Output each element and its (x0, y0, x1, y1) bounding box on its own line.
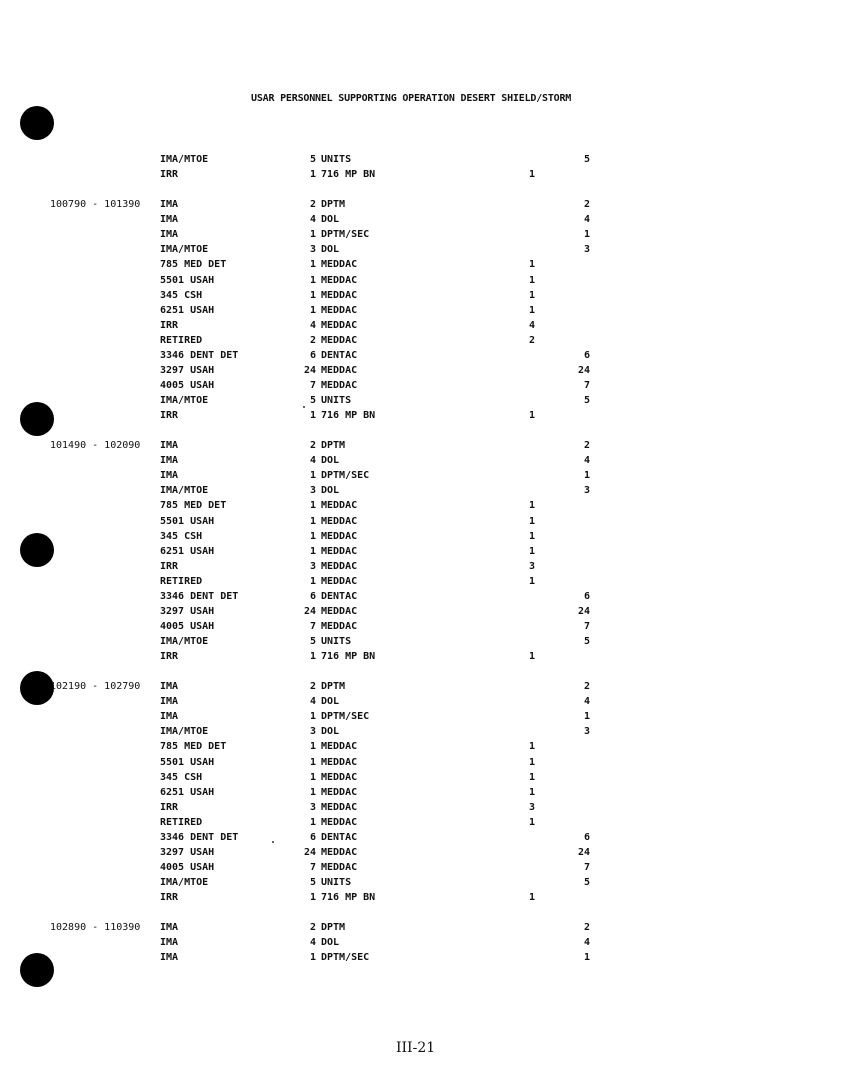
category-cell: IMA (160, 440, 179, 451)
organization-cell: DENTAC (321, 350, 358, 361)
table-row (0, 694, 850, 709)
quantity-cell: 5 (309, 877, 316, 888)
quantity-cell: 4 (309, 320, 316, 331)
organization-cell: MEDDAC (321, 741, 358, 752)
total-cell: 5 (583, 877, 590, 888)
organization-cell: MEDDAC (321, 516, 358, 527)
quantity-cell: 1 (309, 275, 316, 286)
subtotal-cell: 1 (528, 169, 535, 180)
table-row (0, 318, 850, 333)
total-cell: 7 (583, 621, 590, 632)
quantity-cell: 1 (309, 741, 316, 752)
table-row (0, 619, 850, 634)
total-cell: 7 (583, 380, 590, 391)
organization-cell: MEDDAC (321, 561, 358, 572)
total-cell: 2 (583, 440, 590, 451)
table-row (0, 845, 850, 860)
category-cell: RETIRED (160, 576, 203, 587)
organization-cell: DPTM/SEC (321, 229, 370, 240)
category-cell: IRR (160, 892, 179, 903)
category-cell: RETIRED (160, 817, 203, 828)
table-row (0, 468, 850, 483)
organization-cell: DOL (321, 214, 340, 225)
category-cell: 3346 DENT DET (160, 591, 239, 602)
quantity-cell: 5 (309, 395, 316, 406)
table-row (0, 544, 850, 559)
total-cell: 24 (577, 365, 590, 376)
quantity-cell: 1 (309, 787, 316, 798)
subtotal-cell: 1 (528, 259, 535, 270)
organization-cell: DPTM/SEC (321, 952, 370, 963)
subtotal-cell: 1 (528, 772, 535, 783)
organization-cell: MEDDAC (321, 546, 358, 557)
quantity-cell: 1 (309, 259, 316, 270)
quantity-cell: 5 (309, 636, 316, 647)
quantity-cell: 1 (309, 711, 316, 722)
table-row (0, 935, 850, 950)
date-range: 101490 - 102090 (50, 440, 141, 451)
total-cell: 1 (583, 711, 590, 722)
table-row (0, 649, 850, 664)
organization-cell: UNITS (321, 877, 352, 888)
quantity-cell: 4 (309, 696, 316, 707)
quantity-cell: 3 (309, 244, 316, 255)
table-row (0, 604, 850, 619)
subtotal-cell: 1 (528, 741, 535, 752)
category-cell: 3346 DENT DET (160, 350, 239, 361)
quantity-cell: 2 (309, 440, 316, 451)
table-row (0, 227, 850, 242)
organization-cell: MEDDAC (321, 290, 358, 301)
category-cell: IMA (160, 455, 179, 466)
date-range: 102890 - 110390 (50, 922, 141, 933)
category-cell: 5501 USAH (160, 275, 215, 286)
total-cell: 7 (583, 862, 590, 873)
total-cell: 6 (583, 350, 590, 361)
table-row (0, 920, 850, 935)
table-row (0, 830, 850, 845)
category-cell: IMA (160, 922, 179, 933)
category-cell: 4005 USAH (160, 621, 215, 632)
category-cell: 5501 USAH (160, 757, 215, 768)
organization-cell: MEDDAC (321, 259, 358, 270)
organization-cell: DOL (321, 937, 340, 948)
organization-cell: DENTAC (321, 832, 358, 843)
table-row (0, 438, 850, 453)
table-row (0, 453, 850, 468)
category-cell: IMA/MTOE (160, 244, 209, 255)
quantity-cell: 1 (309, 516, 316, 527)
table-row (0, 574, 850, 589)
organization-cell: MEDDAC (321, 772, 358, 783)
category-cell: IMA/MTOE (160, 395, 209, 406)
table-row (0, 770, 850, 785)
category-cell: IMA (160, 229, 179, 240)
organization-cell: DOL (321, 244, 340, 255)
table-row (0, 152, 850, 167)
organization-cell: UNITS (321, 395, 352, 406)
total-cell: 3 (583, 244, 590, 255)
quantity-cell: 24 (303, 365, 316, 376)
quantity-cell: 1 (309, 757, 316, 768)
total-cell: 5 (583, 395, 590, 406)
quantity-cell: 1 (309, 892, 316, 903)
category-cell: 785 MED DET (160, 500, 227, 511)
page-title: USAR PERSONNEL SUPPORTING OPERATION DESERT SHIELD/STORM (251, 93, 572, 104)
category-cell: IMA (160, 952, 179, 963)
table-row (0, 197, 850, 212)
quantity-cell: 7 (309, 862, 316, 873)
organization-cell: MEDDAC (321, 606, 358, 617)
table-row (0, 950, 850, 965)
total-cell: 3 (583, 485, 590, 496)
quantity-cell: 2 (309, 335, 316, 346)
table-row (0, 333, 850, 348)
organization-cell: MEDDAC (321, 576, 358, 587)
category-cell: IMA (160, 711, 179, 722)
organization-cell: UNITS (321, 636, 352, 647)
subtotal-cell: 1 (528, 305, 535, 316)
page-number: III-21 (396, 1040, 436, 1056)
quantity-cell: 1 (309, 290, 316, 301)
quantity-cell: 1 (309, 531, 316, 542)
quantity-cell: 3 (309, 561, 316, 572)
organization-cell: MEDDAC (321, 335, 358, 346)
table-row (0, 167, 850, 182)
category-cell: 5501 USAH (160, 516, 215, 527)
total-cell: 2 (583, 922, 590, 933)
organization-cell: MEDDAC (321, 275, 358, 286)
organization-cell: DOL (321, 455, 340, 466)
subtotal-cell: 1 (528, 290, 535, 301)
category-cell: IRR (160, 169, 179, 180)
quantity-cell: 1 (309, 500, 316, 511)
category-cell: 345 CSH (160, 772, 203, 783)
table-row (0, 529, 850, 544)
organization-cell: MEDDAC (321, 500, 358, 511)
table-row (0, 739, 850, 754)
organization-cell: MEDDAC (321, 621, 358, 632)
quantity-cell: 1 (309, 410, 316, 421)
category-cell: IMA/MTOE (160, 726, 209, 737)
quantity-cell: 1 (309, 576, 316, 587)
quantity-cell: 2 (309, 681, 316, 692)
table-row (0, 483, 850, 498)
table-row (0, 498, 850, 513)
category-cell: IMA (160, 681, 179, 692)
organization-cell: MEDDAC (321, 305, 358, 316)
organization-cell: MEDDAC (321, 365, 358, 376)
table-row (0, 800, 850, 815)
category-cell: 785 MED DET (160, 741, 227, 752)
quantity-cell: 1 (309, 305, 316, 316)
total-cell: 1 (583, 470, 590, 481)
table-row (0, 393, 850, 408)
organization-cell: 716 MP BN (321, 410, 376, 421)
category-cell: 3297 USAH (160, 606, 215, 617)
organization-cell: DENTAC (321, 591, 358, 602)
subtotal-cell: 1 (528, 516, 535, 527)
subtotal-cell: 1 (528, 892, 535, 903)
quantity-cell: 1 (309, 651, 316, 662)
table-row (0, 559, 850, 574)
organization-cell: MEDDAC (321, 787, 358, 798)
category-cell: 345 CSH (160, 290, 203, 301)
organization-cell: MEDDAC (321, 757, 358, 768)
quantity-cell: 3 (309, 485, 316, 496)
table-row (0, 408, 850, 423)
table-row (0, 242, 850, 257)
quantity-cell: 6 (309, 591, 316, 602)
subtotal-cell: 1 (528, 500, 535, 511)
organization-cell: DPTM (321, 681, 346, 692)
category-cell: IRR (160, 320, 179, 331)
organization-cell: 716 MP BN (321, 892, 376, 903)
total-cell: 5 (583, 154, 590, 165)
organization-cell: DPTM (321, 440, 346, 451)
subtotal-cell: 1 (528, 531, 535, 542)
quantity-cell: 6 (309, 832, 316, 843)
organization-cell: DPTM/SEC (321, 711, 370, 722)
category-cell: RETIRED (160, 335, 203, 346)
organization-cell: DPTM (321, 922, 346, 933)
category-cell: IRR (160, 410, 179, 421)
table-row (0, 890, 850, 905)
category-cell: 785 MED DET (160, 259, 227, 270)
table-row (0, 514, 850, 529)
table-row (0, 875, 850, 890)
table-row (0, 634, 850, 649)
organization-cell: 716 MP BN (321, 169, 376, 180)
category-cell: 4005 USAH (160, 862, 215, 873)
table-row (0, 363, 850, 378)
quantity-cell: 1 (309, 470, 316, 481)
subtotal-cell: 1 (528, 275, 535, 286)
table-row (0, 378, 850, 393)
category-cell: IMA (160, 214, 179, 225)
subtotal-cell: 1 (528, 546, 535, 557)
category-cell: 4005 USAH (160, 380, 215, 391)
total-cell: 4 (583, 455, 590, 466)
organization-cell: MEDDAC (321, 380, 358, 391)
quantity-cell: 4 (309, 455, 316, 466)
organization-cell: DOL (321, 726, 340, 737)
subtotal-cell: 3 (528, 802, 535, 813)
table-row (0, 589, 850, 604)
quantity-cell: 3 (309, 726, 316, 737)
quantity-cell: 7 (309, 380, 316, 391)
category-cell: 345 CSH (160, 531, 203, 542)
subtotal-cell: 1 (528, 817, 535, 828)
table-row (0, 755, 850, 770)
subtotal-cell: 1 (528, 651, 535, 662)
subtotal-cell: 1 (528, 757, 535, 768)
organization-cell: DPTM/SEC (321, 470, 370, 481)
quantity-cell: 4 (309, 937, 316, 948)
subtotal-cell: 2 (528, 335, 535, 346)
total-cell: 4 (583, 696, 590, 707)
organization-cell: MEDDAC (321, 862, 358, 873)
category-cell: IMA (160, 470, 179, 481)
category-cell: 3297 USAH (160, 365, 215, 376)
total-cell: 24 (577, 606, 590, 617)
organization-cell: DOL (321, 485, 340, 496)
quantity-cell: 1 (309, 772, 316, 783)
category-cell: IMA/MTOE (160, 877, 209, 888)
category-cell: 6251 USAH (160, 546, 215, 557)
table-row (0, 288, 850, 303)
category-cell: IMA (160, 696, 179, 707)
total-cell: 1 (583, 229, 590, 240)
table-row (0, 273, 850, 288)
table-row (0, 212, 850, 227)
organization-cell: MEDDAC (321, 817, 358, 828)
total-cell: 4 (583, 937, 590, 948)
quantity-cell: 7 (309, 621, 316, 632)
table-row (0, 724, 850, 739)
quantity-cell: 24 (303, 606, 316, 617)
category-cell: IMA/MTOE (160, 154, 209, 165)
quantity-cell: 1 (309, 952, 316, 963)
subtotal-cell: 3 (528, 561, 535, 572)
organization-cell: DPTM (321, 199, 346, 210)
table-row (0, 257, 850, 272)
quantity-cell: 2 (309, 922, 316, 933)
total-cell: 2 (583, 681, 590, 692)
total-cell: 2 (583, 199, 590, 210)
total-cell: 6 (583, 591, 590, 602)
quantity-cell: 1 (309, 817, 316, 828)
organization-cell: MEDDAC (321, 847, 358, 858)
organization-cell: MEDDAC (321, 531, 358, 542)
table-row (0, 679, 850, 694)
category-cell: IMA/MTOE (160, 636, 209, 647)
subtotal-cell: 1 (528, 410, 535, 421)
table-row (0, 815, 850, 830)
total-cell: 24 (577, 847, 590, 858)
date-range: 100790 - 101390 (50, 199, 141, 210)
category-cell: IMA (160, 199, 179, 210)
table-row (0, 860, 850, 875)
quantity-cell: 1 (309, 546, 316, 557)
table-row (0, 785, 850, 800)
quantity-cell: 1 (309, 229, 316, 240)
date-range: 102190 - 102790 (50, 681, 141, 692)
quantity-cell: 24 (303, 847, 316, 858)
total-cell: 6 (583, 832, 590, 843)
organization-cell: MEDDAC (321, 320, 358, 331)
table-row (0, 348, 850, 363)
subtotal-cell: 1 (528, 787, 535, 798)
organization-cell: DOL (321, 696, 340, 707)
quantity-cell: 1 (309, 169, 316, 180)
category-cell: IMA (160, 937, 179, 948)
total-cell: 3 (583, 726, 590, 737)
organization-cell: 716 MP BN (321, 651, 376, 662)
category-cell: IRR (160, 561, 179, 572)
category-cell: IRR (160, 802, 179, 813)
subtotal-cell: 4 (528, 320, 535, 331)
table-row (0, 709, 850, 724)
category-cell: 6251 USAH (160, 305, 215, 316)
category-cell: 6251 USAH (160, 787, 215, 798)
category-cell: 3346 DENT DET (160, 832, 239, 843)
total-cell: 4 (583, 214, 590, 225)
total-cell: 1 (583, 952, 590, 963)
quantity-cell: 5 (309, 154, 316, 165)
quantity-cell: 2 (309, 199, 316, 210)
table-row (0, 303, 850, 318)
total-cell: 5 (583, 636, 590, 647)
quantity-cell: 6 (309, 350, 316, 361)
category-cell: IMA/MTOE (160, 485, 209, 496)
quantity-cell: 3 (309, 802, 316, 813)
subtotal-cell: 1 (528, 576, 535, 587)
category-cell: 3297 USAH (160, 847, 215, 858)
organization-cell: UNITS (321, 154, 352, 165)
quantity-cell: 4 (309, 214, 316, 225)
organization-cell: MEDDAC (321, 802, 358, 813)
category-cell: IRR (160, 651, 179, 662)
